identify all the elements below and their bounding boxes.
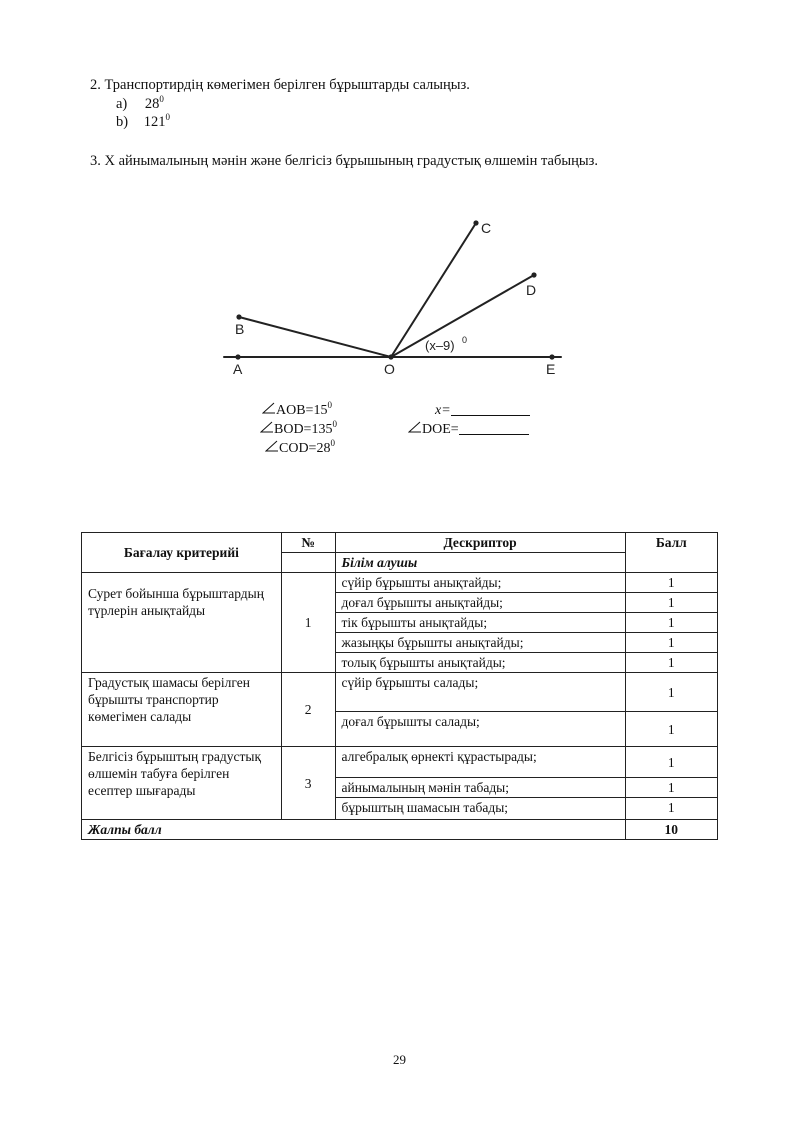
header-score: Балл — [625, 533, 717, 573]
angle-symbol-icon — [262, 402, 276, 419]
score-4: 1 — [625, 633, 717, 653]
score-7: 1 — [625, 712, 717, 747]
angle-degree-mark: 0 — [462, 335, 468, 345]
subheader-learner: Білім алушы — [335, 553, 625, 573]
given-aob: $AOB=15^0$ — [262, 402, 332, 419]
assessment-table — [81, 532, 718, 840]
given-bod: $BOD=135^0$ — [260, 421, 337, 438]
table-row — [82, 573, 718, 593]
descriptor-3: тік бұрышты анықтайды; — [335, 613, 625, 633]
answer-doe-blank[interactable] — [459, 421, 529, 435]
descriptor-8: алгебралық өрнекті құрастырады; — [335, 747, 625, 778]
point-D — [531, 272, 536, 277]
option-b-marker: b) — [116, 114, 129, 130]
table-header-row — [82, 533, 718, 553]
answer-doe: DOE= — [408, 421, 529, 438]
criteria-3-no: 3 — [281, 747, 335, 820]
task3-prompt: 3. Х айнымалының мәнін және белгісіз бұрышының градустық өлшемін табыңыз. — [90, 153, 598, 169]
angle-symbol-icon — [260, 421, 274, 438]
label-B: B — [235, 321, 245, 337]
angle-diagram — [0, 0, 800, 400]
point-B — [236, 314, 241, 319]
label-C: C — [481, 220, 492, 236]
angle-symbol-icon — [408, 421, 422, 438]
ray-OB — [239, 317, 391, 357]
point-C — [473, 220, 478, 225]
label-A: A — [233, 361, 243, 377]
descriptor-1: сүйір бұрышты анықтайды; — [335, 573, 625, 593]
given-cod: $COD=28^0$ — [265, 440, 335, 457]
score-10: 1 — [625, 798, 717, 820]
descriptor-2: доғал бұрышты анықтайды; — [335, 593, 625, 613]
score-9: 1 — [625, 778, 717, 798]
score-1: 1 — [625, 573, 717, 593]
answer-x: x= — [435, 402, 530, 419]
point-A — [235, 354, 240, 359]
task2-prompt: 2. Транспортирдің көмегімен берілген бұрыштарды салыңыз. — [90, 77, 470, 93]
score-8: 1 — [625, 747, 717, 778]
angle-symbol-icon — [265, 440, 279, 457]
answer-x-blank[interactable] — [451, 402, 530, 416]
descriptor-7: доғал бұрышты салады; — [335, 712, 625, 747]
degree-mark: 0 — [159, 94, 164, 104]
score-5: 1 — [625, 653, 717, 673]
descriptor-6: сүйір бұрышты салады; — [335, 673, 625, 712]
total-label: Жалпы балл — [82, 820, 626, 840]
descriptor-9: айнымалының мәнін табады; — [335, 778, 625, 798]
option-b-value: 121 — [143, 114, 166, 130]
descriptor-10: бұрыштың шамасын табады; — [335, 798, 625, 820]
criteria-2-no: 2 — [281, 673, 335, 747]
score-2: 1 — [625, 593, 717, 613]
header-descriptor: Дескриптор — [335, 533, 625, 553]
option-a-marker: a) — [116, 96, 128, 112]
label-D: D — [526, 282, 537, 298]
score-3: 1 — [625, 613, 717, 633]
point-E — [549, 354, 554, 359]
criteria-2: Градустық шамасы берілген бұрышты транспортир көмегімен салады — [82, 673, 282, 747]
descriptor-5: толық бұрышты анықтайды; — [335, 653, 625, 673]
table-row — [82, 747, 718, 778]
angle-expression: (x–9) — [425, 338, 455, 353]
table-row — [82, 673, 718, 712]
label-O: O — [384, 361, 395, 377]
header-criteria: Бағалау критерийі — [82, 533, 282, 573]
degree-mark: 0 — [165, 112, 170, 122]
descriptor-4: жазыңқы бұрышты анықтайды; — [335, 633, 625, 653]
option-a-value: 28 — [144, 96, 160, 112]
point-O — [388, 354, 393, 359]
criteria-1: Сурет бойынша бұрыштардың түрлерін анықтайды — [82, 573, 282, 673]
criteria-3: Белгісіз бұрыштың градустық өлшемін табуға берілген есептер шығарады — [82, 747, 282, 820]
total-value: 10 — [625, 820, 717, 840]
page-number: 29 — [393, 1052, 406, 1067]
label-E: E — [546, 361, 556, 377]
total-row — [82, 820, 718, 840]
criteria-1-no: 1 — [281, 573, 335, 673]
header-no: № — [281, 533, 335, 553]
score-6: 1 — [625, 673, 717, 712]
